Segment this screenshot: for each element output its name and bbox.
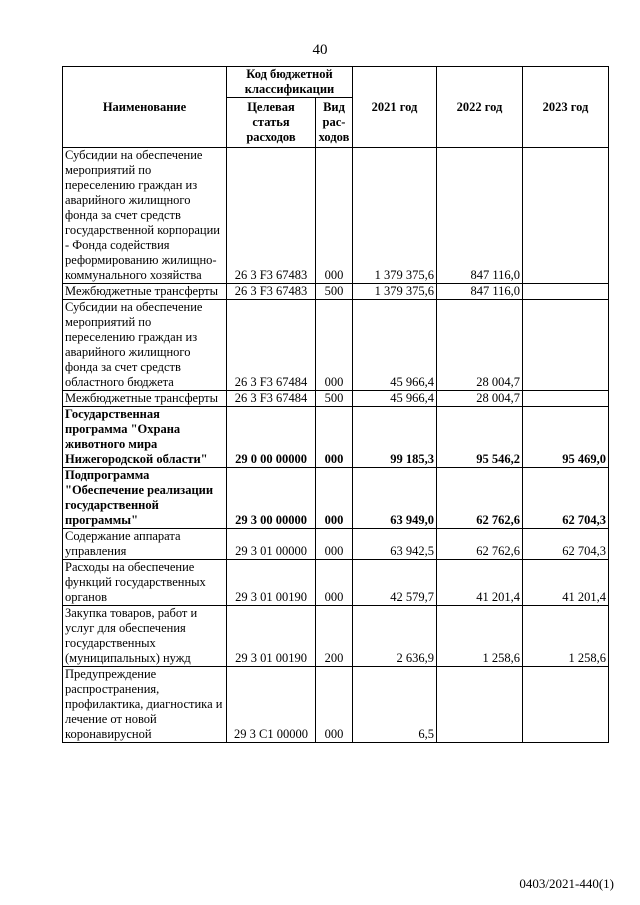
row-name: Предупреждение распространения, профилактика, диагностика и лечение от новой коронавирусной bbox=[63, 667, 227, 743]
row-target: 26 3 F3 67484 bbox=[227, 391, 316, 407]
row-value-2021: 45 966,4 bbox=[353, 300, 437, 391]
row-value-2023 bbox=[523, 667, 609, 743]
row-target: 29 3 00 00000 bbox=[227, 468, 316, 529]
row-kind: 500 bbox=[316, 284, 353, 300]
row-value-2021: 1 379 375,6 bbox=[353, 284, 437, 300]
row-value-2023: 41 201,4 bbox=[523, 560, 609, 606]
header-name: Наименование bbox=[63, 67, 227, 148]
row-name: Закупка товаров, работ и услуг для обеспечения государственных (муниципальных) нужд bbox=[63, 606, 227, 667]
row-kind: 000 bbox=[316, 407, 353, 468]
header-code-group: Код бюджетной классификации bbox=[227, 67, 353, 98]
row-value-2021: 99 185,3 bbox=[353, 407, 437, 468]
document-code: 0403/2021-440(1) bbox=[519, 876, 614, 891]
row-kind: 000 bbox=[316, 300, 353, 391]
page-number: 40 bbox=[312, 42, 328, 58]
row-value-2021: 63 942,5 bbox=[353, 529, 437, 560]
header-year-2022: 2022 год bbox=[437, 67, 523, 148]
row-value-2021: 63 949,0 bbox=[353, 468, 437, 529]
table-row bbox=[63, 284, 609, 300]
row-value-2023: 1 258,6 bbox=[523, 606, 609, 667]
row-target: 29 3 01 00000 bbox=[227, 529, 316, 560]
row-value-2021: 1 379 375,6 bbox=[353, 148, 437, 284]
row-value-2023 bbox=[523, 391, 609, 407]
row-value-2022: 95 546,2 bbox=[437, 407, 523, 468]
row-kind: 000 bbox=[316, 148, 353, 284]
row-value-2022 bbox=[437, 667, 523, 743]
row-kind: 000 bbox=[316, 560, 353, 606]
row-target: 26 3 F3 67483 bbox=[227, 148, 316, 284]
header-year-2021: 2021 год bbox=[353, 67, 437, 148]
table-row bbox=[63, 667, 609, 743]
row-value-2021: 6,5 bbox=[353, 667, 437, 743]
row-target: 26 3 F3 67484 bbox=[227, 300, 316, 391]
table-row bbox=[63, 391, 609, 407]
header-target: Целевая статья расходов bbox=[227, 98, 316, 148]
table-body bbox=[63, 148, 609, 743]
row-name: Содержание аппарата управления bbox=[63, 529, 227, 560]
row-kind: 000 bbox=[316, 468, 353, 529]
row-value-2022: 847 116,0 bbox=[437, 148, 523, 284]
row-name: Расходы на обеспечение функций государственных органов bbox=[63, 560, 227, 606]
row-kind: 500 bbox=[316, 391, 353, 407]
table-row bbox=[63, 148, 609, 284]
row-value-2022: 62 762,6 bbox=[437, 468, 523, 529]
row-kind: 000 bbox=[316, 667, 353, 743]
table-row bbox=[63, 407, 609, 468]
row-value-2023 bbox=[523, 148, 609, 284]
row-value-2023 bbox=[523, 284, 609, 300]
table-row bbox=[63, 529, 609, 560]
row-value-2021: 2 636,9 bbox=[353, 606, 437, 667]
row-target: 29 0 00 00000 bbox=[227, 407, 316, 468]
row-value-2021: 42 579,7 bbox=[353, 560, 437, 606]
row-value-2022: 41 201,4 bbox=[437, 560, 523, 606]
row-value-2023: 62 704,3 bbox=[523, 468, 609, 529]
row-value-2023: 95 469,0 bbox=[523, 407, 609, 468]
row-value-2022: 1 258,6 bbox=[437, 606, 523, 667]
table-row bbox=[63, 468, 609, 529]
row-name: Межбюджетные трансферты bbox=[63, 391, 227, 407]
row-name: Межбюджетные трансферты bbox=[63, 284, 227, 300]
budget-table bbox=[62, 66, 609, 743]
row-target: 29 3 C1 00000 bbox=[227, 667, 316, 743]
row-value-2023 bbox=[523, 300, 609, 391]
table-row bbox=[63, 300, 609, 391]
row-kind: 200 bbox=[316, 606, 353, 667]
row-name: Подпрограмма "Обеспечение реализации государственной программы" bbox=[63, 468, 227, 529]
table-header bbox=[63, 67, 609, 148]
table-row bbox=[63, 606, 609, 667]
row-target: 26 3 F3 67483 bbox=[227, 284, 316, 300]
row-name: Субсидии на обеспечение мероприятий по переселению граждан из аварийного жилищного фонда за счет средств государственной корпорации - Фонда содействия реформированию жилищно-коммунального хозяйства bbox=[63, 148, 227, 284]
table-row bbox=[63, 560, 609, 606]
row-value-2023: 62 704,3 bbox=[523, 529, 609, 560]
row-value-2022: 28 004,7 bbox=[437, 300, 523, 391]
row-value-2021: 45 966,4 bbox=[353, 391, 437, 407]
header-kind: Вид рас-ходов bbox=[316, 98, 353, 148]
header-year-2023: 2023 год bbox=[523, 67, 609, 148]
row-value-2022: 847 116,0 bbox=[437, 284, 523, 300]
row-name: Субсидии на обеспечение мероприятий по переселению граждан из аварийного жилищного фонда за счет средств областного бюджета bbox=[63, 300, 227, 391]
row-kind: 000 bbox=[316, 529, 353, 560]
row-value-2022: 28 004,7 bbox=[437, 391, 523, 407]
row-target: 29 3 01 00190 bbox=[227, 606, 316, 667]
row-value-2022: 62 762,6 bbox=[437, 529, 523, 560]
row-target: 29 3 01 00190 bbox=[227, 560, 316, 606]
row-name: Государственная программа "Охрана животного мира Нижегородской области" bbox=[63, 407, 227, 468]
